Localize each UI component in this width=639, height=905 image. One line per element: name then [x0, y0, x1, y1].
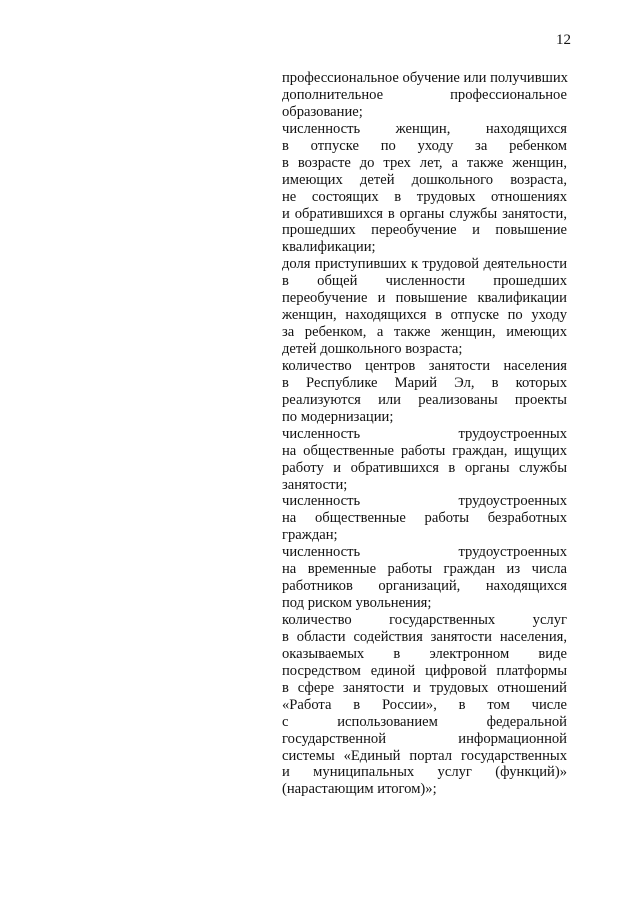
- text-line: количество центров занятости населения: [282, 357, 567, 374]
- text-line: женщин, находящихся в отпуске по уходу: [282, 307, 567, 324]
- text-line: системы «Единый портал государственных: [282, 747, 567, 764]
- text-line: переобучение и повышение квалификации: [282, 290, 567, 307]
- page-number: 12: [556, 32, 571, 48]
- text-line: занятости;: [282, 476, 348, 493]
- text-line: дополнительное профессиональное: [282, 86, 567, 103]
- text-line: работников организаций, находящихся: [282, 578, 567, 595]
- text-line: численность трудоустроенных: [282, 544, 567, 561]
- text-line: детей дошкольного возраста;: [282, 341, 463, 357]
- text-line: в отпуске по уходу за ребенком: [282, 137, 567, 154]
- text-line: по модернизации;: [282, 408, 394, 425]
- text-line: в возрасте до трех лет, а также женщин,: [282, 154, 567, 171]
- text-line: (нарастающим итогом)»;: [282, 781, 437, 798]
- text-line: граждан;: [282, 527, 338, 544]
- text-line: имеющих детей дошкольного возраста,: [282, 171, 567, 188]
- text-line: реализуются или реализованы проекты: [282, 391, 567, 408]
- text-line: с использованием федеральной: [282, 713, 567, 730]
- text-line: государственной информационной: [282, 730, 567, 747]
- text-line: количество государственных услуг: [282, 612, 567, 628]
- text-line: в сфере занятости и трудовых отношений: [282, 679, 567, 696]
- text-line: численность трудоустроенных: [282, 493, 567, 510]
- text-line: в общей численности прошедших: [282, 273, 567, 290]
- text-line: в Республике Марий Эл, в которых: [282, 374, 567, 391]
- text-line: на общественные работы безработных: [282, 510, 567, 527]
- document-text-column: [282, 70, 567, 798]
- text-line: не состоящих в трудовых отношениях: [282, 188, 567, 205]
- text-line: и обратившихся в органы службы занятости,: [282, 205, 567, 222]
- text-line: образование;: [282, 103, 363, 120]
- text-line: на общественные работы граждан, ищущих: [282, 442, 567, 459]
- text-line: работу и обратившихся в органы службы: [282, 459, 567, 476]
- text-line: прошедших переобучение и повышение: [282, 222, 567, 239]
- text-line: доля приступивших к трудовой деятельности: [282, 256, 567, 273]
- text-line: и муниципальных услуг (функций)»: [282, 764, 567, 781]
- text-line: на временные работы граждан из числа: [282, 561, 567, 578]
- text-line: квалификации;: [282, 239, 376, 256]
- text-line: оказываемых в электронном виде: [282, 645, 567, 662]
- text-line: «Работа в России», в том числе: [282, 696, 567, 713]
- text-line: профессиональное обучение или получивших: [282, 70, 568, 86]
- text-line: численность трудоустроенных: [282, 425, 567, 442]
- text-line: численность женщин, находящихся: [282, 120, 567, 137]
- text-line: посредством единой цифровой платформы: [282, 662, 567, 679]
- text-line: под риском увольнения;: [282, 595, 432, 612]
- text-line: в области содействия занятости населения,: [282, 628, 567, 645]
- text-line: за ребенком, а также женщин, имеющих: [282, 324, 567, 341]
